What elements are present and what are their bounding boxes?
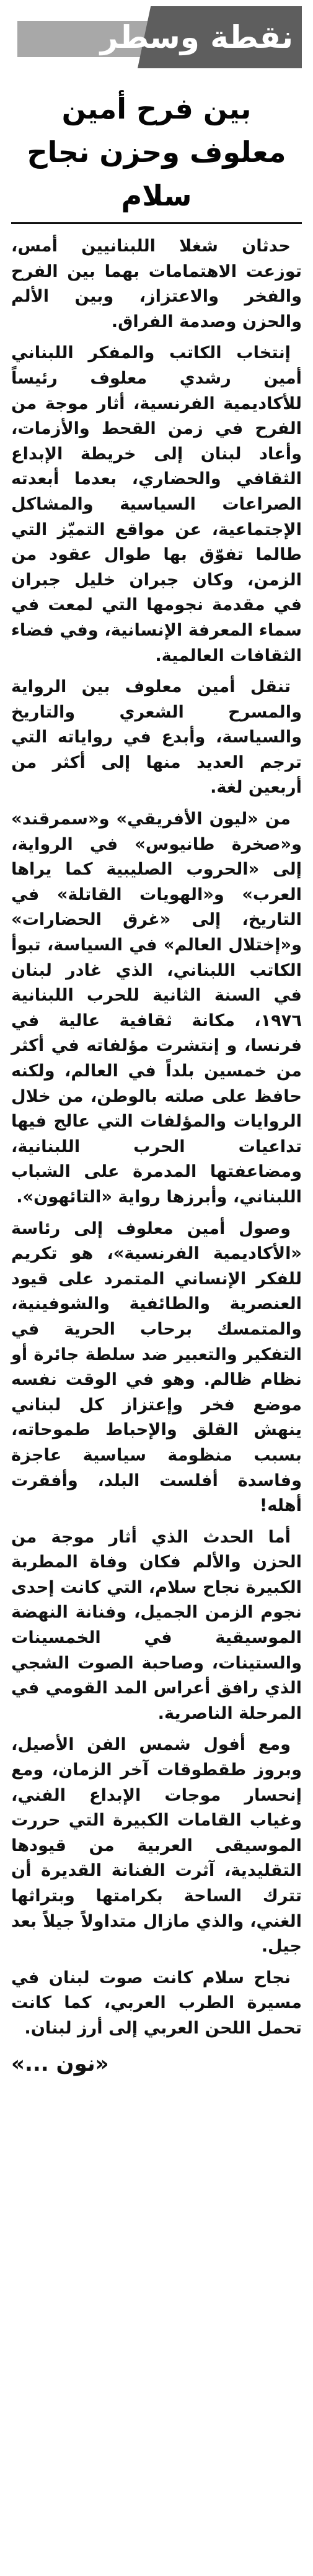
headline-rule [11,222,302,224]
paragraph: من «ليون الأفريقي» و«سمرقند» و«صخرة طانيوس» في الرواية، إلى «الحروب الصليبية كما يراها العرب» و«الهويات القاتلة» في التاريخ، إلى «غرق الحضارات» و«إختلال العالم» في السياسة، تبوأ الكاتب اللبناني، الذي غادر لبنان في السنة الثانية للحرب اللبنانية ١٩٧٦، مكانة ثقافية عالية في فرنسا، و إنتشرت مؤلفاته في أكثر من خمسين بلداً في العالم، ولكنه حافظ على صلته بالوطن، من خلال الروايات والمؤلفات التي عالج فيها تداعيات الحرب اللبنانية، ومضاعفتها المدمرة على الشباب اللبناني، وأبرزها رواية «التائهون». [11,809,302,1207]
paragraph: وصول أمين معلوف إلى رئاسة «الأكاديمية الفرنسية»، هو تكريم للفكر الإنساني المتمرد على قيود العنصرية والطائفية والشوفينية، والمتمسك برحاب الحرية في التفكير والتعبير ضد سلطة جائرة أو نظام ظالم. وهو في الوقت نفسه موضع فخر وإعتزاز كل لبناني ينهش القلق والإحباط طموحاته، بسبب منظومة سياسية عاجزة وفاسدة أفلست البلد، وأفقرت أهله! [11,1218,302,1516]
paragraph: تنقل أمين معلوف بين الرواية والمسرح الشعري والتاريخ والسياسة، وأبدع في رواياته التي ترجم العديد منها إلى أكثر من أربعين لغة. [11,677,302,798]
opinion-column [0,6,313,2576]
author-signature: «نون ...» [11,2051,109,2076]
column-logo [11,6,302,76]
headline: بين فرح أمين معلوف وحزن نجاح سلام [27,92,286,212]
column-logo-text: نقطة وسطر [100,19,293,55]
article-body [11,234,302,2042]
paragraph: أما الحدث الذي أثار موجة من الحزن والألم فكان وفاة المطربة الكبيرة نجاح سلام، التي كانت إحدى نجوم الزمن الجميل، وفنانة النهضة الموسيقية في الخمسينات والستينات، وصاحبة الصوت الشجي الذي رافق أعراس المد القومي في المرحلة الناصرية. [11,1527,302,1723]
paragraph: إنتخاب الكاتب والمفكر اللبناني أمين رشدي معلوف رئيساً للأكاديمية الفرنسية، أثار موجة من الفرح في زمن القحط والأزمات، وأعاد لبنان إلى خريطة الإبداع الثقافي والحضاري، بعدما أبعدته الصراعات السياسية والمشاكل الإجتماعية، عن مواقع التميّز التي طالما تفوّق بها طوال عقود من الزمن، وكان جبران خليل جبران في مقدمة نجومها التي لمعت في سماء المعرفة الإنسانية، وفي فضاء الثقافات العالمية. [11,343,302,665]
paragraph: نجاح سلام كانت صوت لبنان في مسيرة الطرب العربي، كما كانت تحمل اللحن العربي إلى أرز لبنان. [11,1968,302,2038]
paragraph: ومع أفول شمس الفن الأصيل، وبروز طقطوقات آخر الزمان، ومع إنحسار موجات الإبداع الفني، وغياب القامات الكبيرة التي حررت الموسيقى العربية من قيودها التقليدية، آثرت الفنانة القديرة أن تترك الساحة بكرامتها وبتراثها الغني، والذي مازال متداولاً جيلاً بعد جيل. [11,1735,302,1957]
paragraph: حدثان شغلا اللبنانيين أمس، توزعت الاهتمامات بهما بين الفرح والفخر والاعتزاز، وبين الألم والحزن وصدمة الفراق. [11,236,302,331]
